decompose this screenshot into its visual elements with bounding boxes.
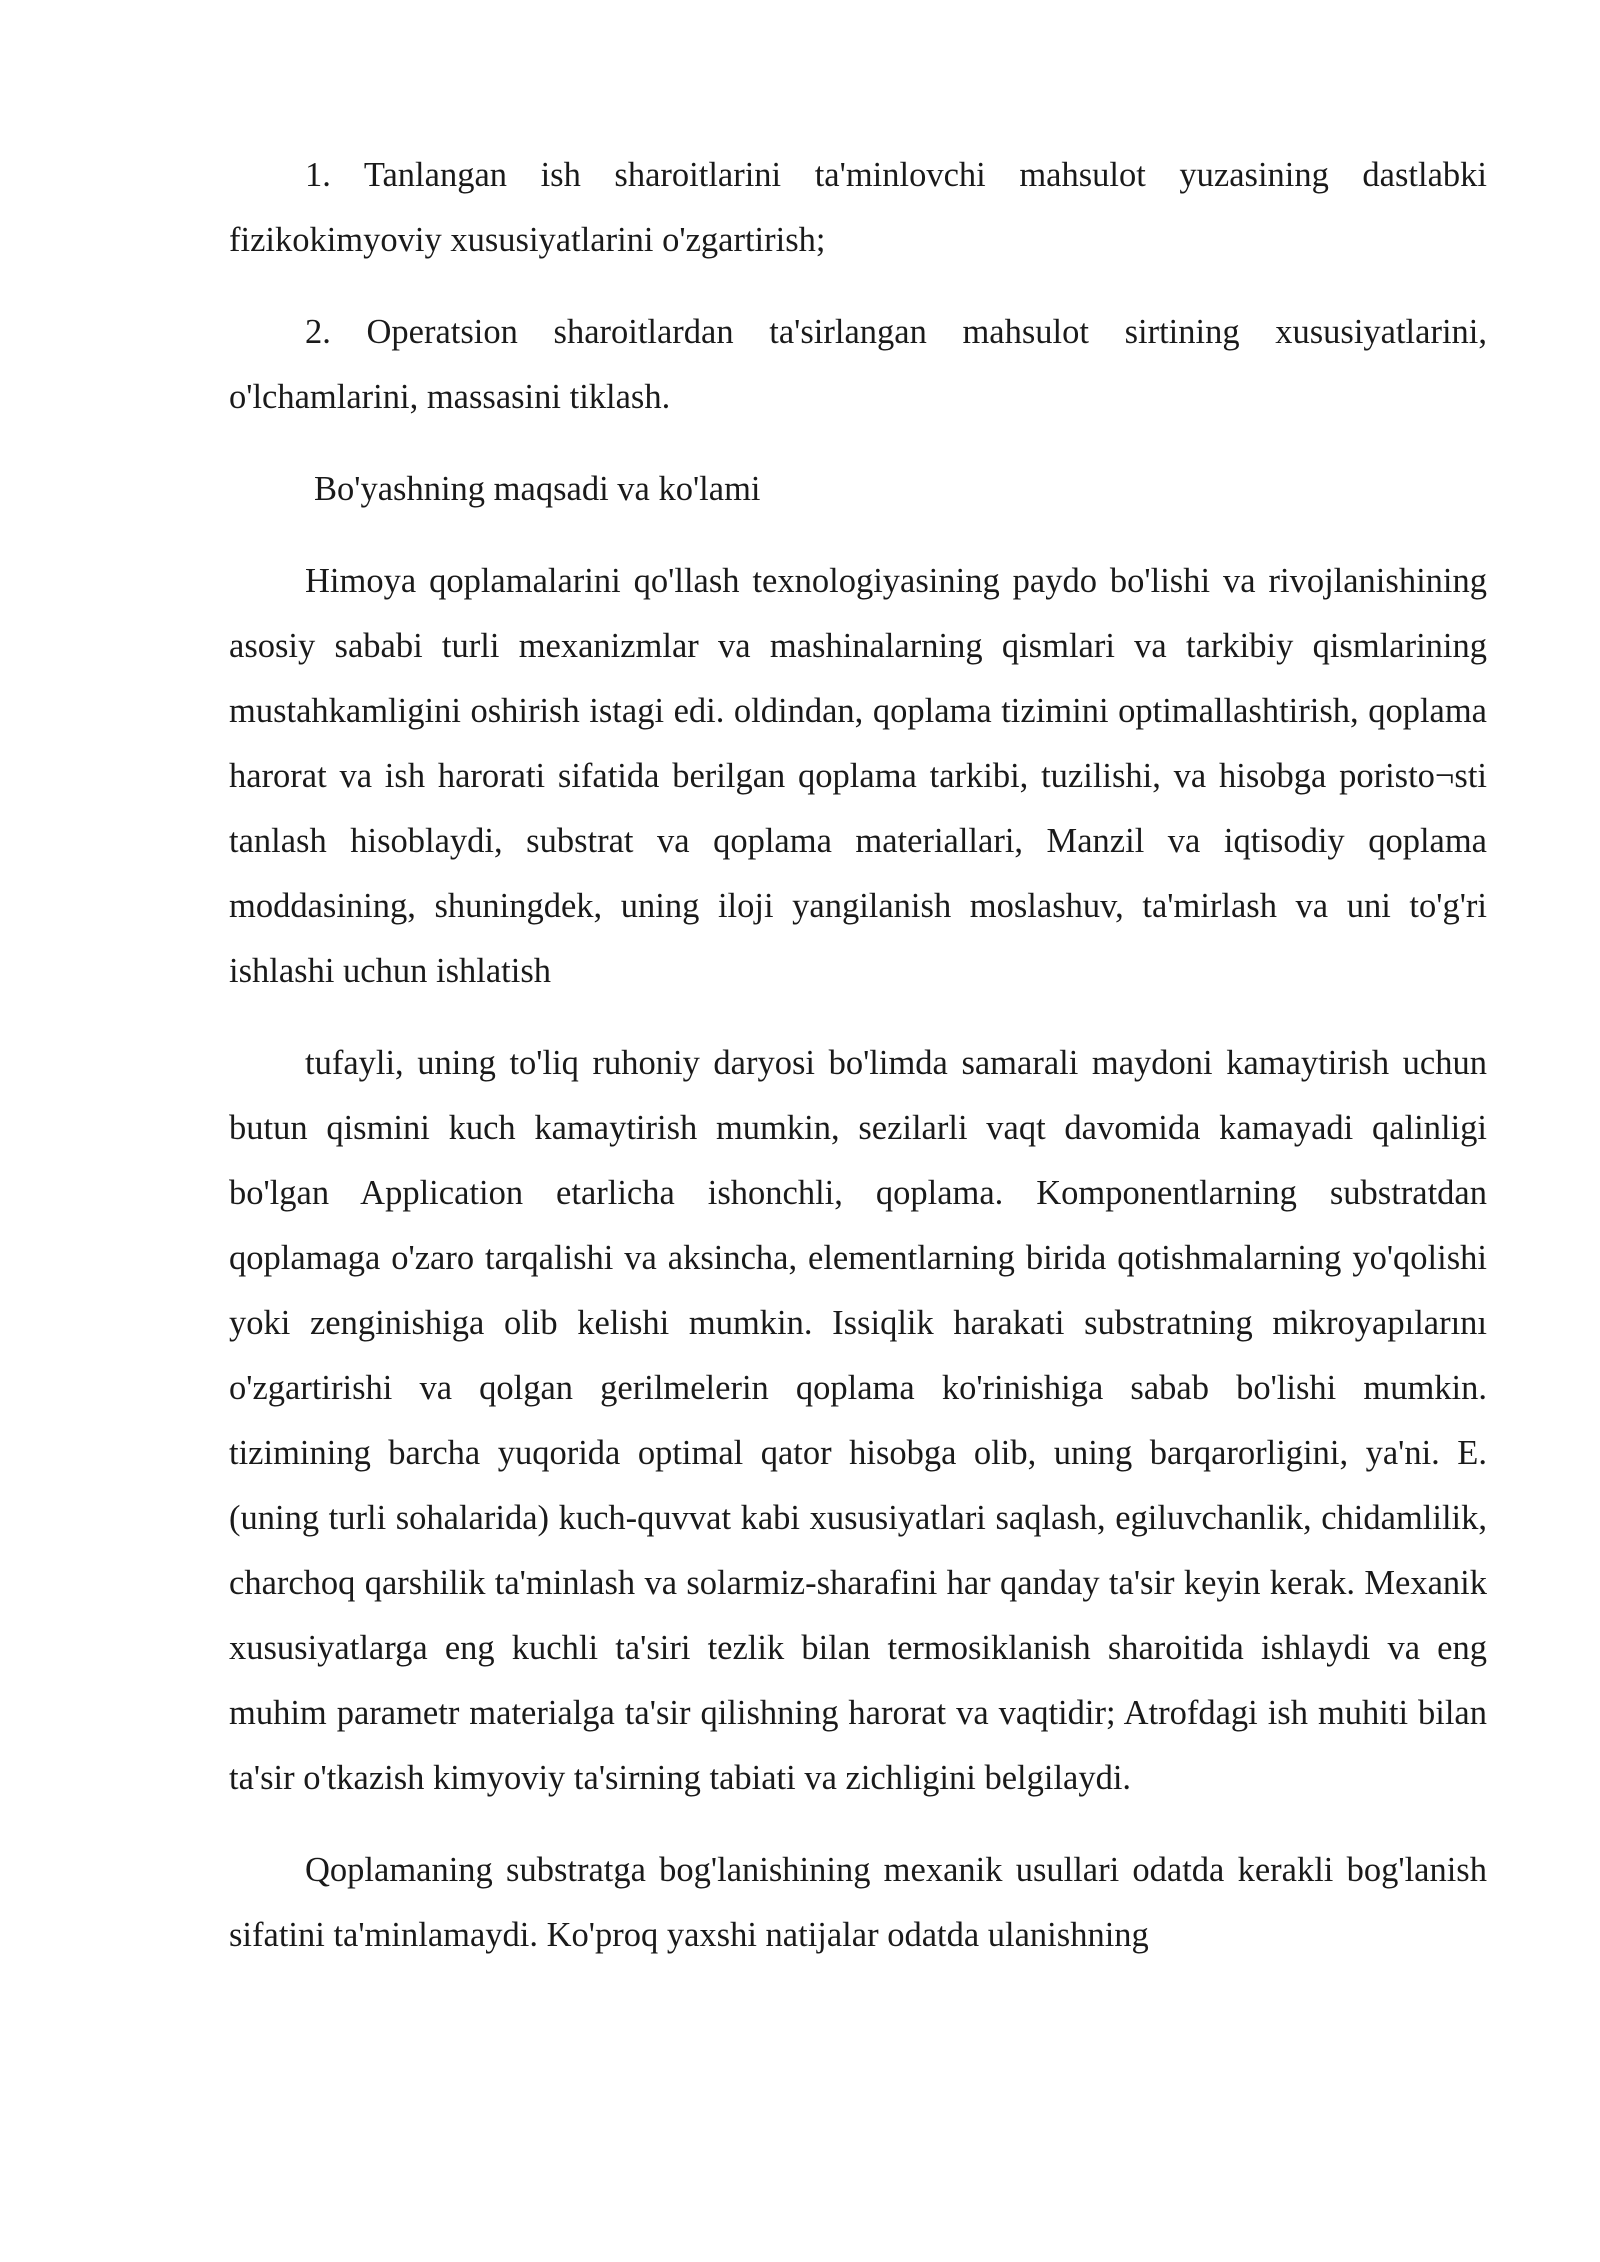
- body-paragraph-1: Himoya qoplamalarini qo'llash texnologiyasining paydo bo'lishi va rivojlanishining asosiy sababi turli mexanizmlar va mashinalarning qismlari va tarkibiy qismlarining mustahkamligini oshirish istagi edi. oldindan, qoplama tizimini optimallashtirish, qoplama harorat va ish harorati sifatida berilgan qoplama tarkibi, tuzilishi, va hisobga poristo¬sti tanlash hisoblaydi, substrat va qoplama materiallari, Manzil va iqtisodiy qoplama moddasining, shuningdek, uning iloji yangilanish moslashuv, ta'mirlash va uni to'g'ri ishlashi uchun ishlatish: [229, 562, 1487, 990]
- body-paragraph-3: Qoplamaning substratga bog'lanishining mexanik usullari odatda kerakli bog'lanish sifatini ta'minlamaydi. Ko'proq yaxshi natijalar odatda ulanishning: [229, 1851, 1487, 1954]
- list-item-2: 2. Operatsion sharoitlardan ta'sirlangan mahsulot sirtining xususiyatlarini, o'lchamlarini, massasini tiklash.: [229, 313, 1487, 416]
- section-heading: Bo'yashning maqsadi va ko'lami: [314, 470, 761, 508]
- document-body: [229, 143, 1487, 1995]
- body-paragraph-2: tufayli, uning to'liq ruhoniy daryosi bo'limda samarali maydoni kamaytirish uchun butun qismini kuch kamaytirish mumkin, sezilarli vaqt davomida kamayadi qalinligi bo'lgan Application etarlicha ishonchli, qoplama. Komponentlarning substratdan qoplamaga o'zaro tarqalishi va aksincha, elementlarning birida qotishmalarning yo'qolishi yoki zenginishiga olib kelishi mumkin. Issiqlik harakati substratning mikroyapılarını o'zgartirishi va qolgan gerilmelerin qoplama ko'rinishiga sabab bo'lishi mumkin. tizimining barcha yuqorida optimal qator hisobga olib, uning barqarorligini, ya'ni. E. (uning turli sohalarida) kuch-quvvat kabi xususiyatlari saqlash, egiluvchanlik, chidamlilik, charchoq qarshilik ta'minlash va solarmiz-sharafini har qanday ta'sir keyin kerak. Mexanik xususiyatlarga eng kuchli ta'siri tezlik bilan termosiklanish sharoitida ishlaydi va eng muhim parametr materialga ta'sir qilishning harorat va vaqtidir; Atrofdagi ish muhiti bilan ta'sir o'tkazish kimyoviy ta'sirning tabiati va zichligini belgilaydi.: [229, 1044, 1487, 1797]
- list-item-1: 1. Tanlangan ish sharoitlarini ta'minlovchi mahsulot yuzasining dastlabki fizikokimyoviy xususiyatlarini o'zgartirish;: [229, 156, 1487, 259]
